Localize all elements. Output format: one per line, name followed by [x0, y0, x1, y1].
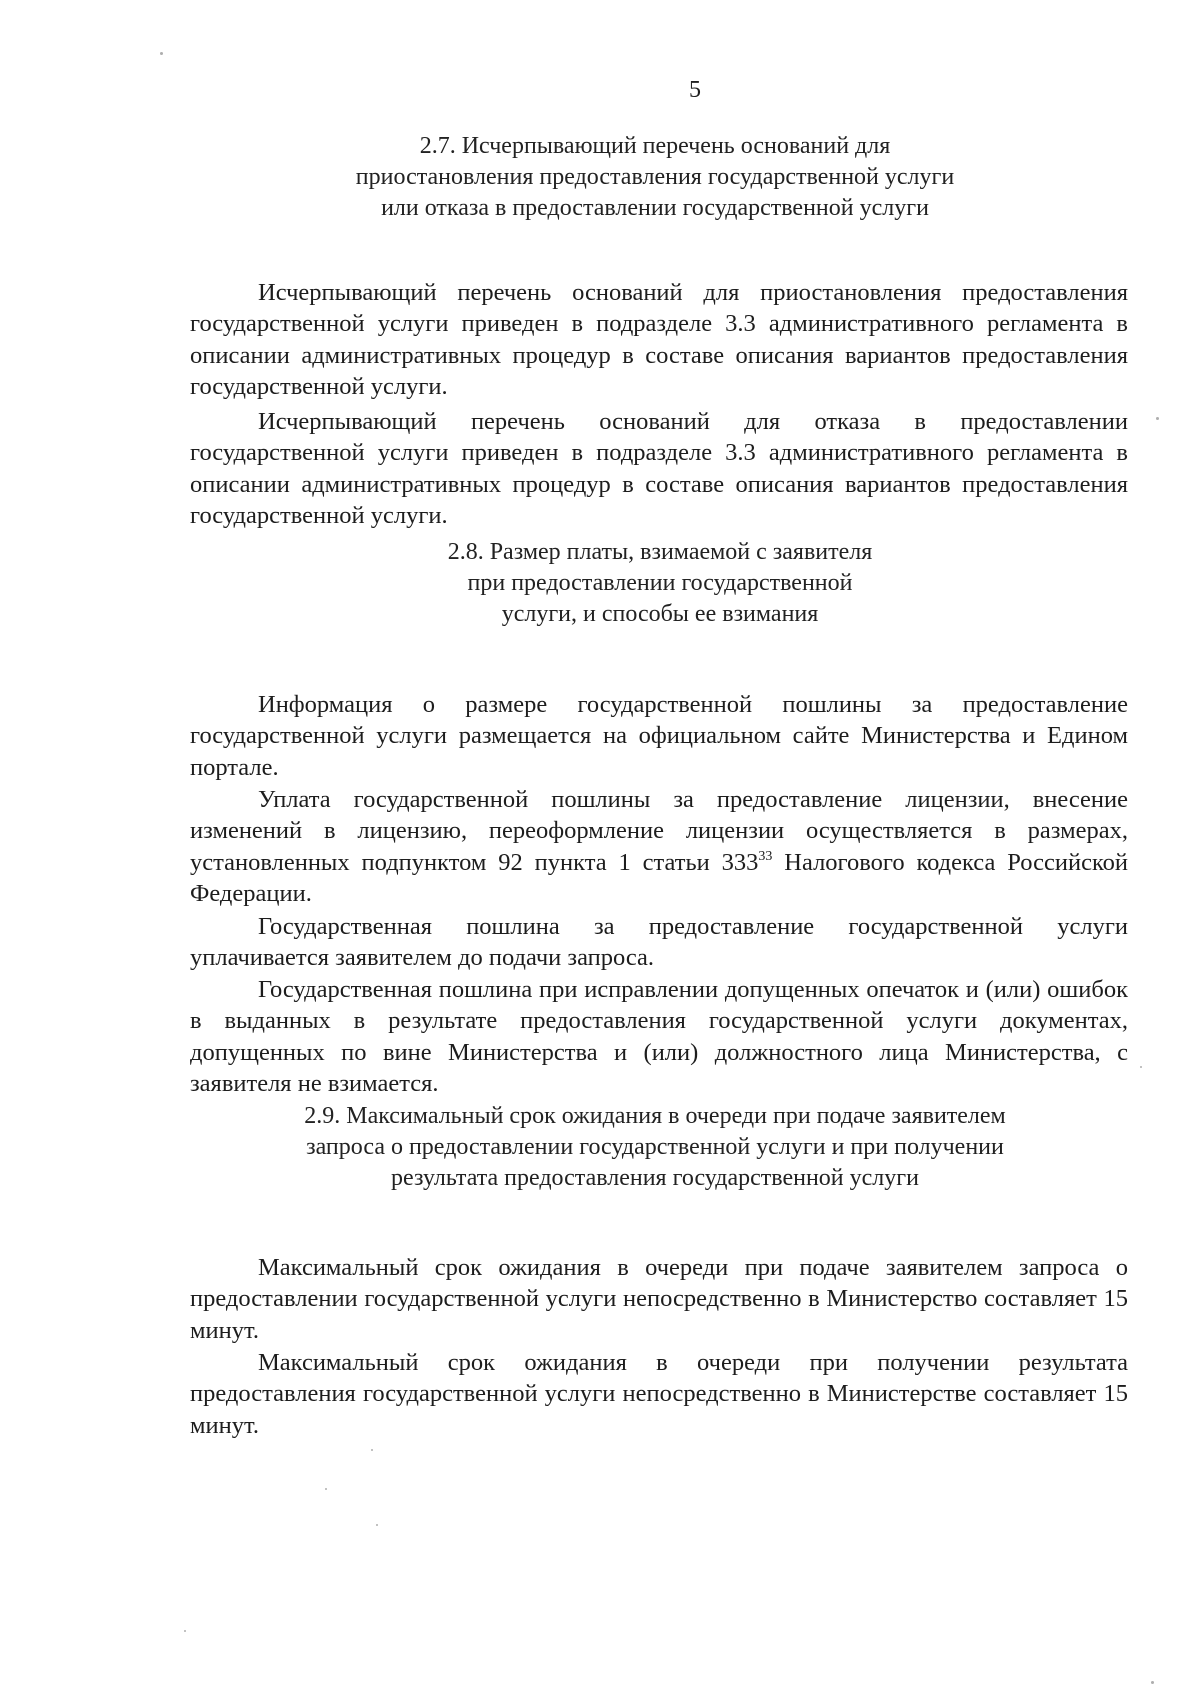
section-2-8-paragraph-4: Государственная пошлина при исправлении допущенных опечаток и (или) ошибок в выданных в результате предоставления государственной услуги документах, допущенных по вине Министерства и (или) должностного лица Министерства, с заявителя не взимается. — [190, 975, 1128, 1097]
section-2-7-heading-line-1: 2.7. Исчерпывающий перечень оснований для — [419, 133, 891, 159]
scan-speck — [184, 1630, 186, 1632]
section-2-9-paragraph-2: Максимальный срок ожидания в очереди при получении результата предоставления государственной услуги непосредственно в Министерстве составляет 15 минут. — [190, 1348, 1128, 1439]
scan-speck — [160, 52, 163, 55]
fee-paragraph-ending: Налогового кодекса Российской Федерации. — [190, 848, 1128, 907]
section-2-8-paragraph-1: Информация о размере государственной пошлины за предоставление государственной услуги размещается на официальном сайте Министерства и Едином портале. — [190, 690, 1128, 781]
section-2-9-heading — [190, 1101, 1120, 1194]
article-superscript: 33 — [758, 848, 773, 864]
section-2-8-heading-line-3: услуги, и способы ее взимания — [501, 601, 819, 627]
page-number: 5 — [689, 77, 701, 103]
section-2-9-heading-line-2: запроса о предоставлении государственной услуги и при получении — [306, 1134, 1004, 1160]
section-2-8-heading-line-1: 2.8. Размер платы, взимаемой с заявителя — [447, 539, 873, 565]
section-2-8-paragraph-2 — [190, 784, 1128, 910]
section-2-7-heading-line-2: приостановления предоставления государственной услуги — [355, 164, 955, 190]
section-2-8-paragraph-3: Государственная пошлина за предоставление государственной услуги уплачивается заявителем до подачи запроса. — [190, 912, 1128, 971]
scan-speck — [325, 1488, 327, 1490]
section-2-7-paragraph-2: Исчерпывающий перечень оснований для отказа в предоставлении государственной услуги приведен в подразделе 3.3 административного регламента в описании административных процедур в составе описания вариантов предоставления государственной услуги. — [190, 407, 1128, 529]
section-2-7-heading — [190, 131, 1120, 224]
section-2-8-heading-line-2: при предоставлении государственной — [467, 570, 853, 596]
scan-speck — [376, 1524, 378, 1526]
section-2-7-paragraph-1: Исчерпывающий перечень оснований для приостановления предоставления государственной услуги приведен в подразделе 3.3 административного регламента в описании административных процедур в составе описания вариантов предоставления государственной услуги. — [190, 278, 1128, 400]
section-2-9-heading-line-1: 2.9. Максимальный срок ожидания в очереди при подаче заявителем — [304, 1103, 1006, 1129]
section-2-8-heading — [380, 537, 940, 630]
scan-speck — [1151, 1681, 1154, 1684]
fee-paragraph-main-text: Уплата государственной пошлины за предоставление лицензии, внесение изменений в лицензию, переоформление лицензии осуществляется в размерах, установленных подпунктом 92 пункта 1 статьи 333 — [190, 785, 1128, 876]
scan-speck — [371, 1449, 373, 1451]
scan-speck — [1140, 1066, 1142, 1068]
section-2-9-paragraph-1: Максимальный срок ожидания в очереди при подаче заявителем запроса о предоставлении государственной услуги непосредственно в Министерство составляет 15 минут. — [190, 1253, 1128, 1344]
section-2-7-heading-line-3: или отказа в предоставлении государственной услуги — [381, 195, 929, 221]
scan-speck — [1156, 417, 1159, 420]
section-2-9-heading-line-3: результата предоставления государственной услуги — [391, 1165, 919, 1191]
